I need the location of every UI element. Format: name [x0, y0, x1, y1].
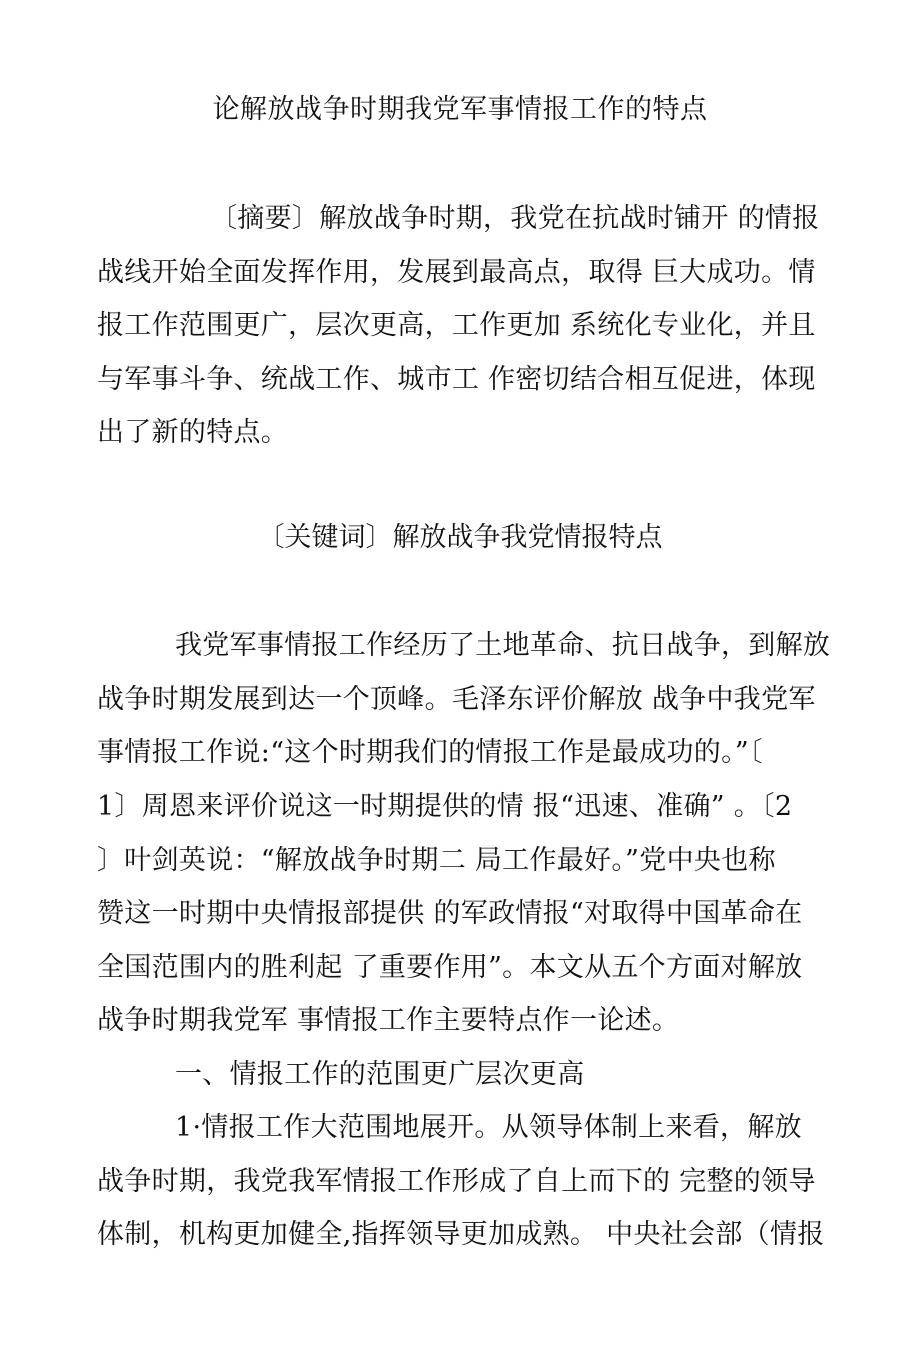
body-line: 1〕周恩来评价说这一时期提供的情 报“迅速、准确” 。〔2 [97, 791, 793, 822]
body-line: 战争时期我党军 事情报工作主要特点作一论述。 [97, 1005, 680, 1036]
section-heading: 一、情报工作的范围更广层次更高 [175, 1059, 585, 1090]
keywords: 〔关键词〕解放战争我党情报特点 [257, 522, 663, 553]
body-line: 〕叶剑英说：“解放战争时期二 局工作最好。”党中央也称 [97, 845, 776, 876]
section-line: 战争时期，我党我军情报工作形成了自上而下的 完整的领导 [97, 1166, 816, 1197]
body-line: 我党军事情报工作经历了土地革命、抗日战争，到解放 [175, 630, 831, 661]
abstract-line: 与军事斗争、统战工作、城市工 作密切结合相互促进，体现 [97, 364, 816, 395]
body-line: 事情报工作说:“这个时期我们的情报工作是最成功的。”〔 [97, 737, 763, 768]
body-line: 赞这一时期中央情报部提供 的军政情报“对取得中国革命在 [97, 898, 803, 929]
abstract-line: 出了新的特点。 [97, 417, 289, 448]
document-title: 论解放战争时期我党军事情报工作的特点 [212, 94, 708, 125]
abstract-line: 〔摘要〕解放战争时期，我党在抗战时铺开 的情报 [210, 203, 820, 234]
abstract-line: 报工作范围更广，层次更高，工作更加 系统化专业化，并且 [97, 310, 816, 341]
section-line: 1·情报工作大范围地展开。从领导体制上来看，解放 [175, 1112, 802, 1143]
section-line: 体制，机构更加健全,指挥领导更加成熟。 中央社会部（情报 [97, 1219, 825, 1250]
abstract-line: 战线开始全面发挥作用，发展到最高点，取得 巨大成功。情 [97, 257, 816, 288]
body-line: 全国范围内的胜利起 了重要作用”。本文从五个方面对解放 [97, 952, 803, 983]
body-line: 战争时期发展到达一个顶峰。毛泽东评价解放 战争中我党军 [97, 684, 816, 715]
